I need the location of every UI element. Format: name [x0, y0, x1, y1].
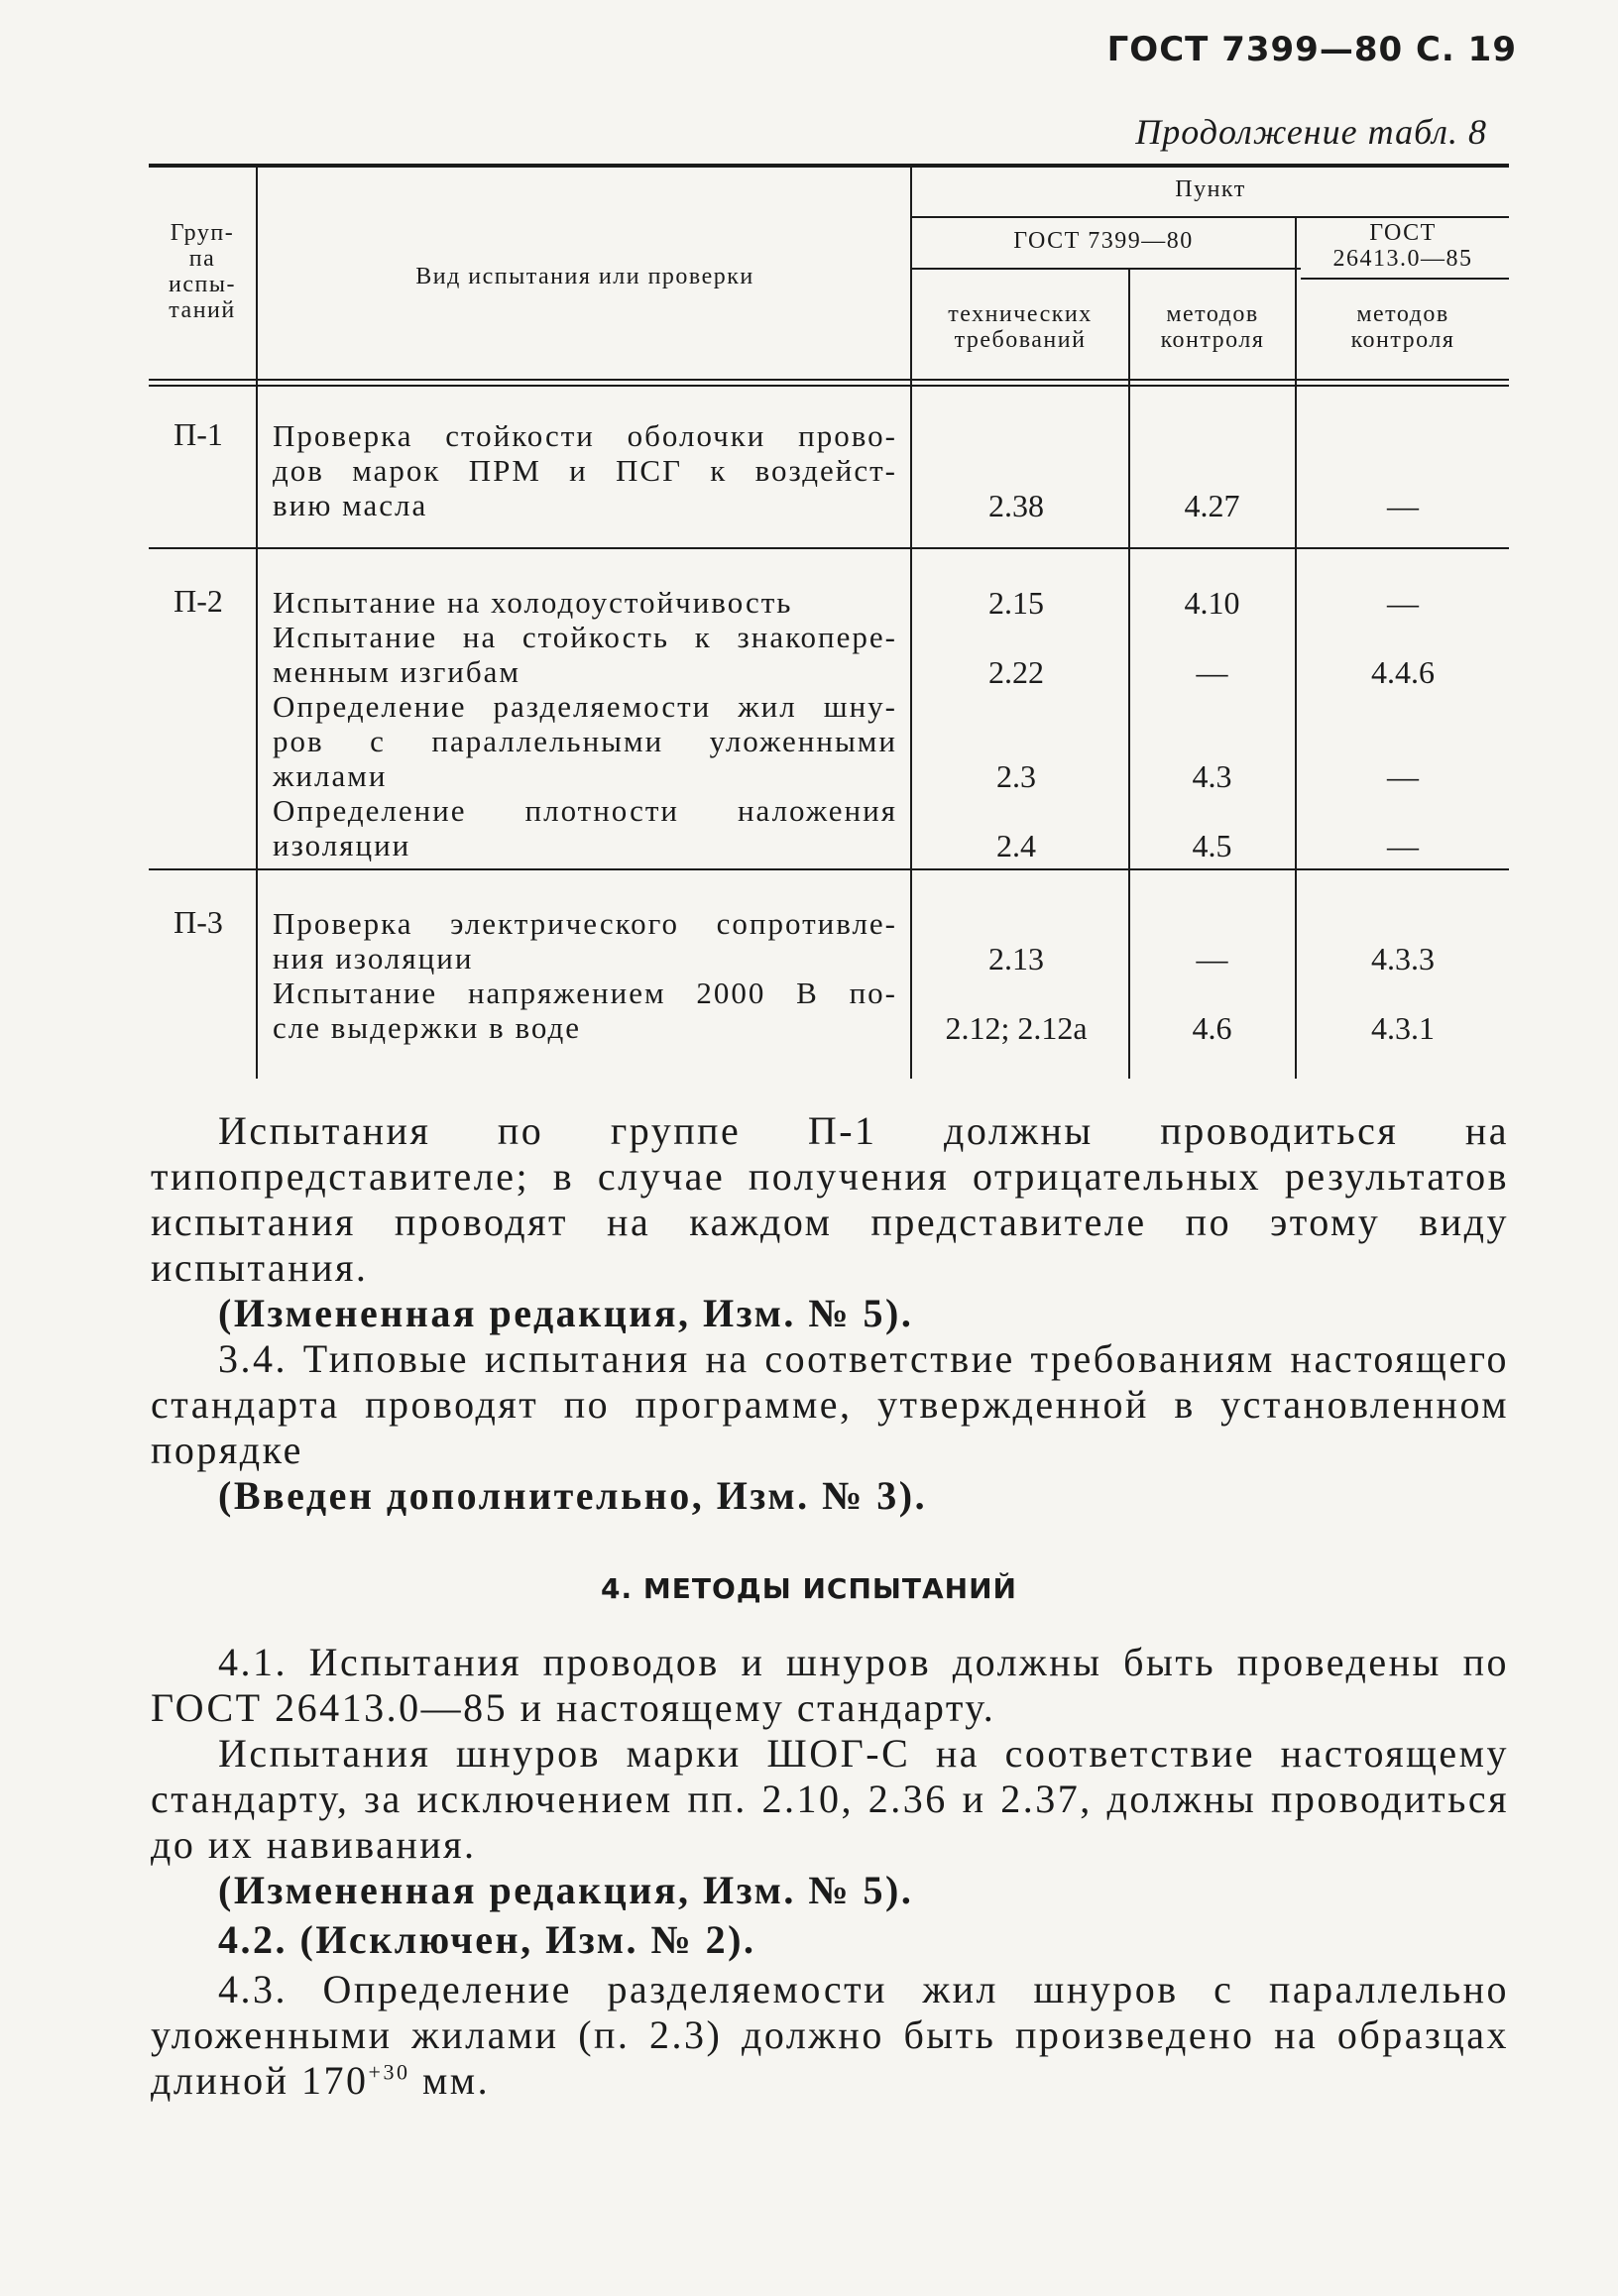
header-gost-7399: ГОСТ 7399—80: [1013, 228, 1194, 254]
table-continuation-label: Продолжение табл. 8: [1135, 112, 1487, 152]
group-label: П-1: [173, 416, 223, 452]
method-value: 4.27: [1184, 488, 1240, 523]
gost26413-value: 4.4.6: [1371, 654, 1435, 690]
test-description: менным изгибам: [273, 654, 521, 689]
amendment-note: (Измененная редакция, Изм. № 5).: [218, 1291, 914, 1335]
test-description: ров с параллельными уложенными: [273, 724, 897, 758]
tech-req-value: 2.15: [988, 585, 1044, 621]
test-description: Испытание на стойкость к знакопере-: [273, 620, 897, 654]
tech-req-value: 2.12; 2.12а: [945, 1010, 1088, 1046]
table-rule: [912, 268, 1301, 270]
test-description: Проверка электрического сопротивле-: [273, 906, 897, 941]
tolerance-superscript: +30: [368, 2059, 410, 2085]
tech-req-value: 2.38: [988, 488, 1044, 523]
gost26413-value: 4.3.1: [1371, 1010, 1435, 1046]
group-label: П-2: [173, 583, 223, 619]
paragraph-4-2: 4.2. (Исключен, Изм. № 2).: [218, 1917, 756, 1962]
table-group-rule: [149, 868, 1509, 870]
header-test-type: Вид испытания или проверки: [415, 264, 754, 289]
gost26413-value: —: [1387, 828, 1419, 863]
table-rule: [912, 216, 1509, 218]
method-value: 4.3: [1192, 758, 1232, 794]
paragraph-3-4: 3.4. Типовые испытания на соответствие требованиям настоящего стандарта проводят по программе, утвержденной в установленном порядке: [151, 1336, 1509, 1472]
method-value: 4.10: [1184, 585, 1240, 621]
group-label: П-3: [173, 904, 223, 940]
table-top-rule: [149, 164, 1509, 168]
gost26413-value: —: [1387, 488, 1419, 523]
method-value: —: [1196, 654, 1228, 690]
gost26413-value: 4.3.3: [1371, 941, 1435, 976]
header-group: Груп- па испы- таний: [169, 220, 236, 323]
test-description: вию масла: [273, 488, 428, 522]
test-description: Проверка стойкости оболочки прово-: [273, 418, 897, 453]
header-methods: методов контроля: [1160, 301, 1265, 353]
test-description: сле выдержки в воде: [273, 1010, 582, 1045]
amendment-note: (Измененная редакция, Изм. № 5).: [218, 1868, 914, 1912]
table-header-rule: [149, 385, 1509, 387]
amendment-note: (Введен дополнительно, Изм. № 3).: [218, 1473, 928, 1518]
method-value: —: [1196, 941, 1228, 976]
paragraph: Испытания шнуров марки ШОГ-С на соответствие настоящему стандарту, за исключением пп. 2.10, 2.36 и 2.37, должны проводиться до их навивания.: [151, 1731, 1509, 1867]
gost26413-value: —: [1387, 585, 1419, 621]
header-gost-26413: ГОСТ 26413.0—85: [1332, 220, 1473, 272]
table-group-rule: [149, 547, 1509, 549]
paragraph-4-1: 4.1. Испытания проводов и шнуров должны быть проведены по ГОСТ 26413.0—85 и настоящему стандарту.: [151, 1640, 1509, 1730]
header-methods-26413: методов контроля: [1350, 301, 1455, 353]
test-description: жилами: [273, 758, 388, 793]
tech-req-value: 2.4: [996, 828, 1036, 863]
tech-req-value: 2.13: [988, 941, 1044, 976]
test-description: Определение плотности наложения: [273, 793, 897, 828]
section-title: 4. МЕТОДЫ ИСПЫТАНИЙ: [601, 1572, 1017, 1605]
method-value: 4.6: [1192, 1010, 1232, 1046]
test-description: Испытание на холодоустойчивость: [273, 585, 793, 620]
running-title: ГОСТ 7399—80 С. 19: [1106, 30, 1517, 69]
method-value: 4.5: [1192, 828, 1232, 863]
table-rule: [1301, 278, 1509, 280]
gost26413-value: —: [1387, 758, 1419, 794]
table-col-rule: [256, 167, 258, 1079]
test-description: Определение разделяемости жил шну-: [273, 689, 897, 724]
tech-req-value: 2.22: [988, 654, 1044, 690]
header-tech-req: технических требований: [948, 301, 1093, 353]
header-point: Пункт: [1175, 176, 1246, 202]
test-description: ния изоляции: [273, 941, 474, 976]
paragraph-4-3: 4.3. Определение разделяемости жил шнуров с параллельно уложенными жилами (п. 2.3) должно быть произведено на образцах длиной $170^{+30}$ мм.: [151, 1967, 1509, 2103]
tech-req-value: 2.3: [996, 758, 1036, 794]
test-description: дов марок ПРМ и ПСГ к воздейст-: [273, 453, 897, 488]
test-description: Испытание напряжением 2000 В по-: [273, 976, 897, 1010]
test-description: изоляции: [273, 828, 411, 862]
paragraph: Испытания по группе П-1 должны проводиться на типопредставителе; в случае получения отрицательных результатов испытания проводят на каждом представителе по этому виду испытания.: [151, 1108, 1509, 1290]
table-header-rule: [149, 379, 1509, 381]
